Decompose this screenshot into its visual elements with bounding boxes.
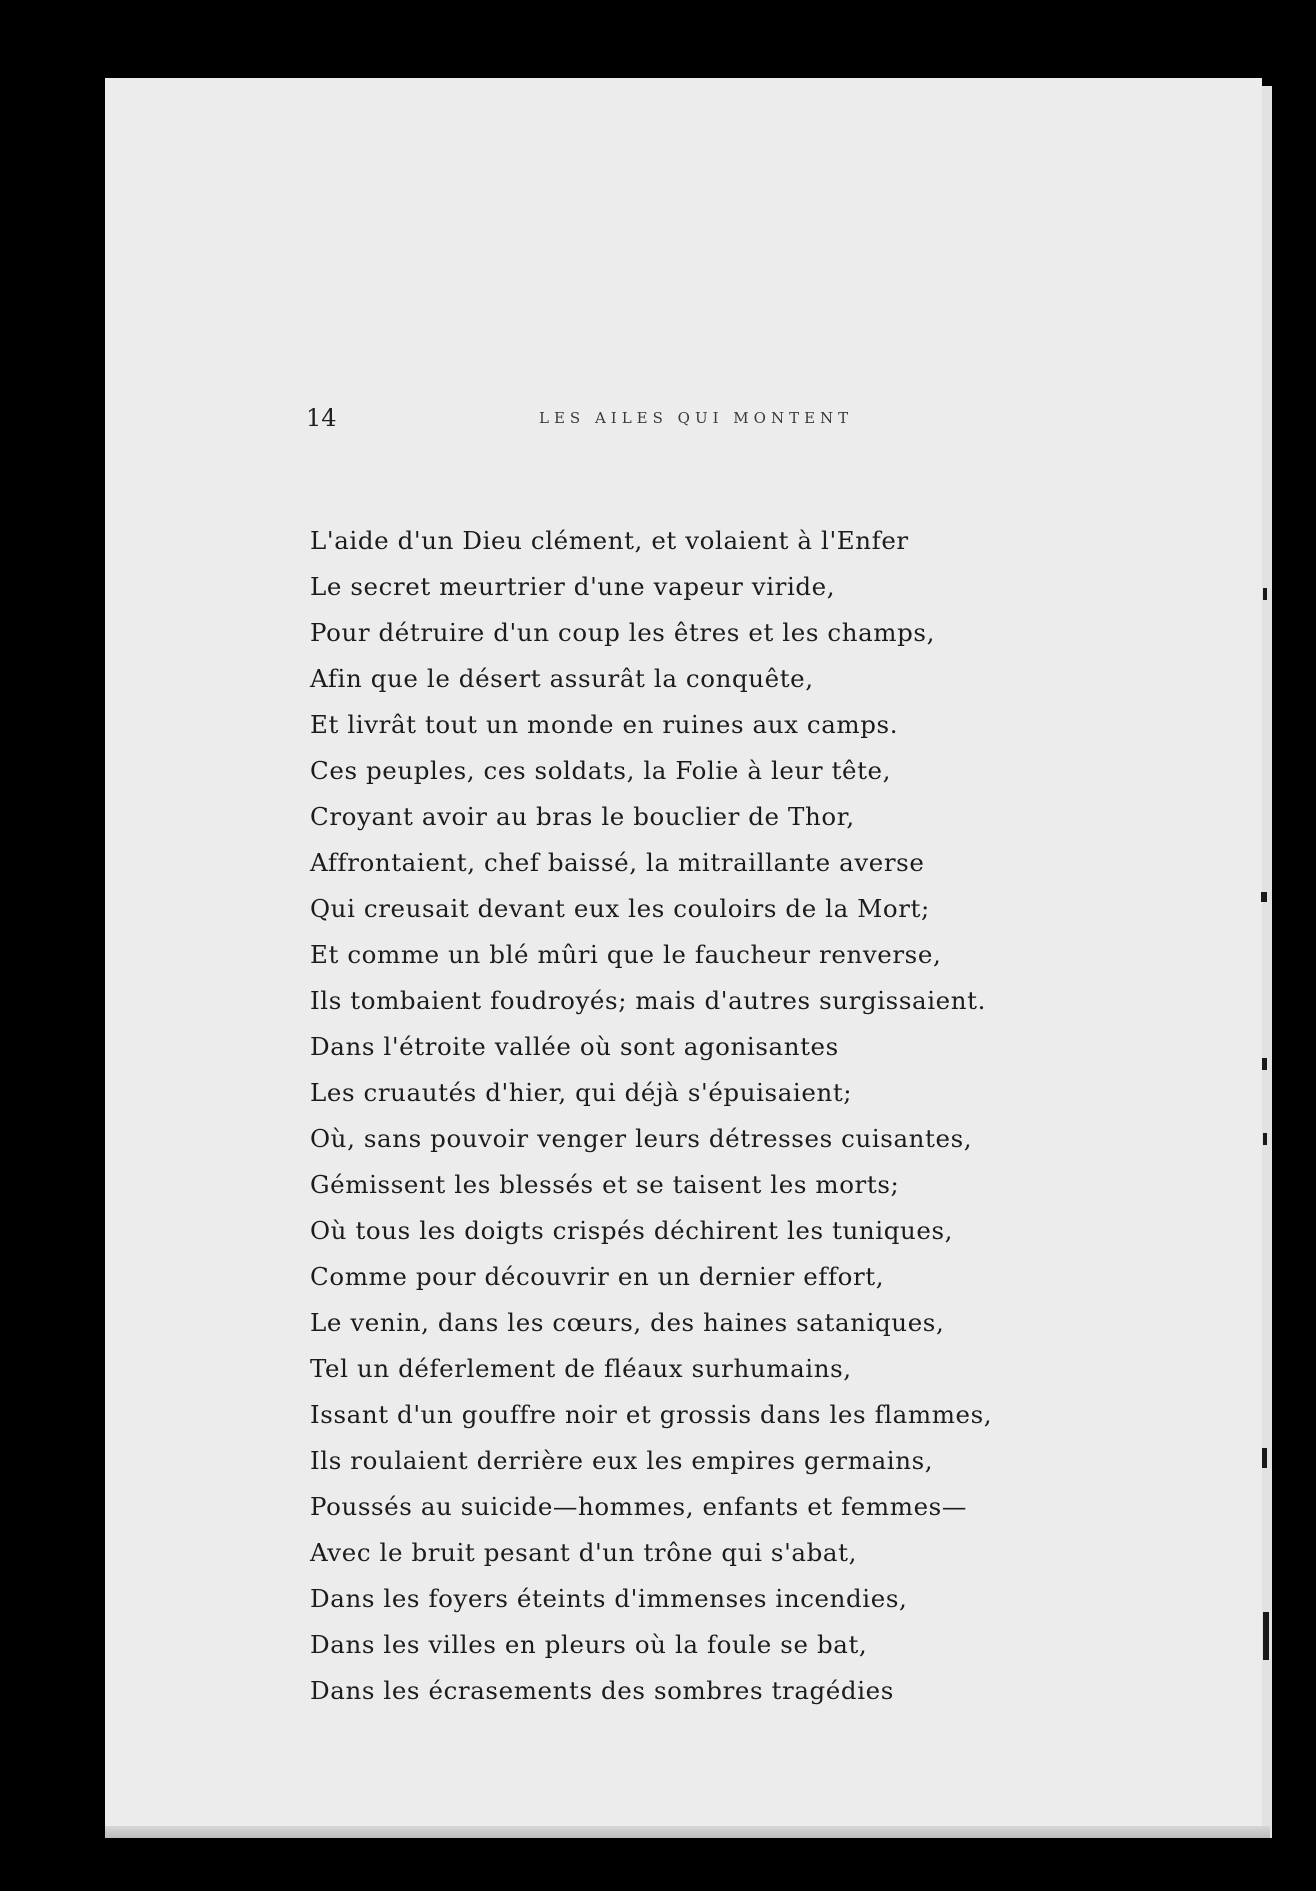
verse-line: Où, sans pouvoir venger leurs détresses cuisantes, [310, 1124, 973, 1153]
verse-line: Ils tombaient foudroyés; mais d'autres surgissaient. [310, 986, 986, 1015]
verse-line: Et livrât tout un monde en ruines aux camps. [310, 710, 899, 739]
bleed-through-mark [1262, 1448, 1267, 1468]
facing-page-edge [1262, 86, 1272, 1838]
verse-line: Avec le bruit pesant d'un trône qui s'abat, [310, 1538, 857, 1567]
verse-line: Dans les foyers éteints d'immenses incendies, [310, 1584, 908, 1613]
page-stack-edge [105, 1826, 1270, 1838]
bleed-through-mark [1261, 892, 1267, 902]
poem-text [310, 518, 992, 1714]
verse-line: Le secret meurtrier d'une vapeur viride, [310, 572, 836, 601]
book-page [105, 78, 1262, 1838]
verse-line: Les cruautés d'hier, qui déjà s'épuisaient; [310, 1078, 853, 1107]
bleed-through-mark [1263, 1612, 1269, 1660]
verse-line: Poussés au suicide—hommes, enfants et femmes— [310, 1492, 967, 1521]
verse-line: Issant d'un gouffre noir et grossis dans les flammes, [310, 1400, 993, 1429]
verse-line: Ils roulaient derrière eux les empires germains, [310, 1446, 934, 1475]
verse-line: Pour détruire d'un coup les êtres et les champs, [310, 618, 935, 647]
verse-line: Dans les villes en pleurs où la foule se bat, [310, 1630, 868, 1659]
bleed-through-mark [1262, 1058, 1267, 1070]
verse-line: Tel un déferlement de fléaux surhumains, [310, 1354, 852, 1383]
verse-line: Dans les écrasements des sombres tragédies [310, 1676, 894, 1705]
verse-line: Gémissent les blessés et se taisent les morts; [310, 1170, 900, 1199]
verse-line: Affrontaient, chef baissé, la mitraillante averse [310, 848, 925, 877]
running-title: LES AILES QUI MONTENT [539, 409, 854, 427]
verse-line: Croyant avoir au bras le bouclier de Thor, [310, 802, 855, 831]
verse-line: L'aide d'un Dieu clément, et volaient à l'Enfer [310, 526, 909, 555]
bleed-through-mark [1263, 588, 1267, 600]
verse-line: Le venin, dans les cœurs, des haines sataniques, [310, 1308, 945, 1337]
verse-line: Où tous les doigts crispés déchirent les tuniques, [310, 1216, 954, 1245]
verse-line: Comme pour découvrir en un dernier effort, [310, 1262, 885, 1291]
verse-line: Qui creusait devant eux les couloirs de la Mort; [310, 894, 930, 923]
verse-line: Dans l'étroite vallée où sont agonisantes [310, 1032, 839, 1061]
verse-line: Afin que le désert assurât la conquête, [310, 664, 814, 693]
bleed-through-mark [1263, 1133, 1267, 1145]
verse-line: Et comme un blé mûri que le faucheur renverse, [310, 940, 942, 969]
page-number: 14 [306, 404, 337, 432]
verse-line: Ces peuples, ces soldats, la Folie à leur tête, [310, 756, 892, 785]
